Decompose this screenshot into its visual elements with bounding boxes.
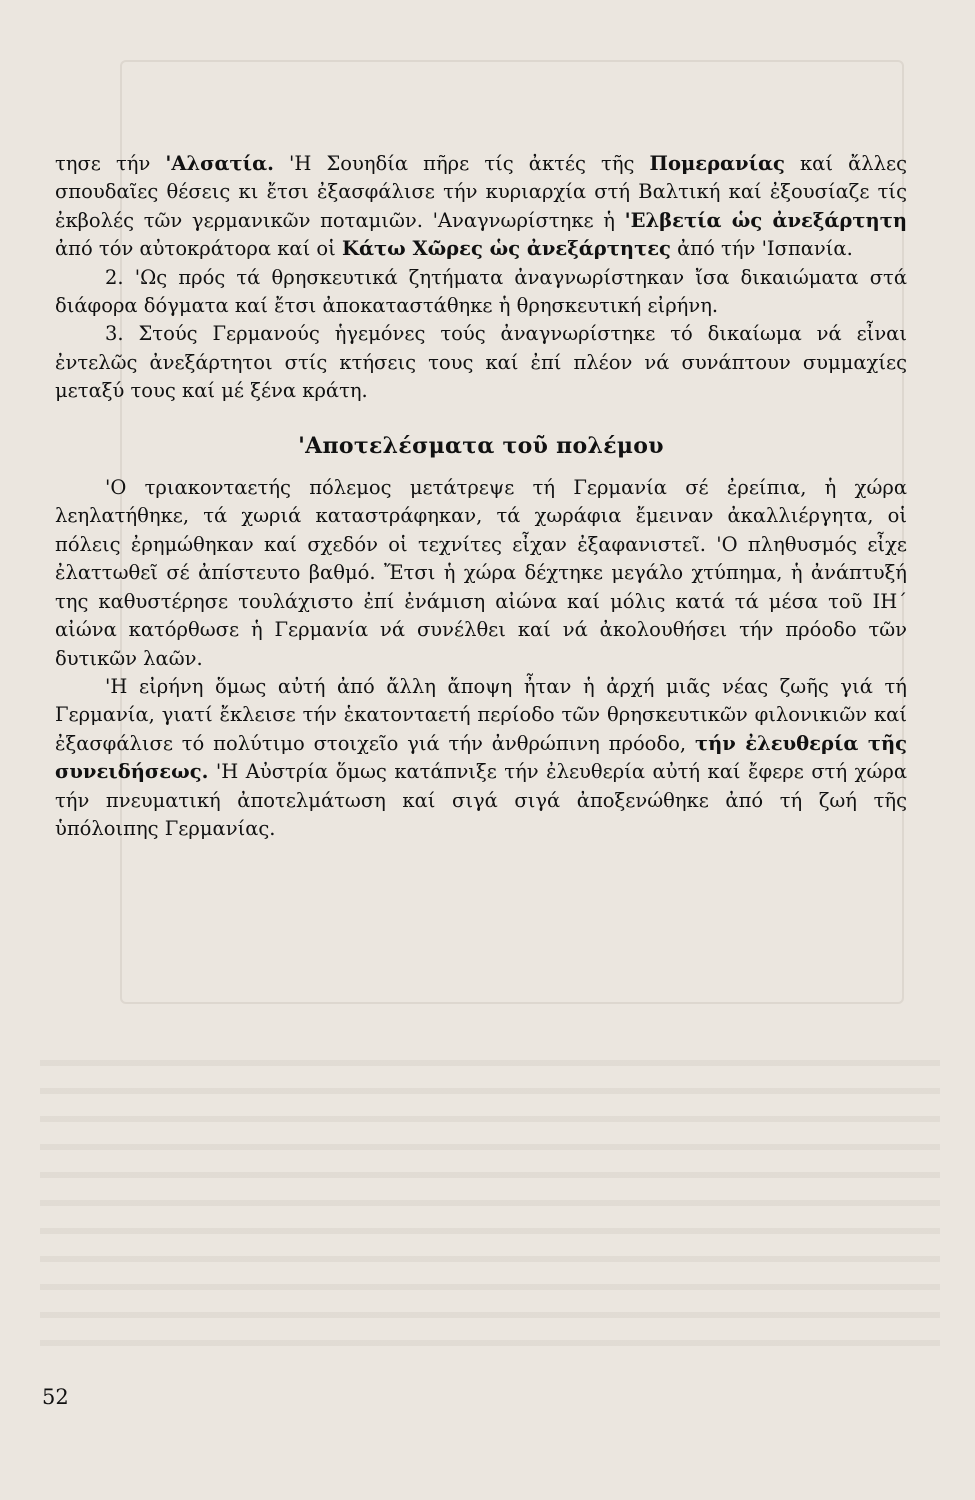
bold-term: Κάτω Χῶρες ὡς ἀνεξάρτητες (342, 237, 671, 261)
text-run: 'Η εἰρήνη ὅμως αὐτή ἀπό ἄλλη ἄποψη ἦταν ἡ ἀρχή μιᾶς νέας ζωῆς γιά τή Γερμανία, γιατί ἔκλεισε τήν ἑκατονταετή περίοδο τῶν θρησκευτικῶν φιλονικιῶν καί ἐξασφάλισε τό πολύτιμο στοιχεῖο γιά τήν ἀνθρώπινη πρόοδο, (55, 674, 907, 755)
page-number: 52 (42, 1385, 69, 1409)
text-run: ἀπό τόν αὐτοκράτορα καί οἱ (55, 237, 343, 261)
paragraph-freedom (55, 673, 907, 843)
section-heading: 'Αποτελέσματα τοῦ πολέμου (298, 432, 664, 459)
text-run: 'Η Αὐστρία ὅμως κατάπνιξε τήν ἐλευθερία αὐτή καί ἔφερε στή χώρα τήν πνευματική ἀποτελμάτωση καί σιγά σιγά ἀποξενώθηκε ἀπό τή ζωή τῆς ὑπόλοιπης Γερμανίας. (55, 760, 907, 840)
bold-term: 'Ελβετία ὡς ἀνεξάρτητη (624, 208, 908, 232)
text-run: 'Η Σουηδία πῆρε τίς ἀκτές τῆς (273, 152, 650, 175)
text-run: 2. 'Ως πρός τά θρησκευτικά ζητήματα ἀναγνωρίστηκαν ἴσα δικαιώματα στά διάφορα δόγματα καί ἔτσι ἀποκαταστάθηκε ἡ θρησκευτική εἰρήνη. (55, 265, 907, 318)
paragraph-alsace (55, 150, 907, 264)
bold-term: Πομερανίας (649, 152, 785, 175)
text-run: τησε τήν (55, 152, 166, 175)
show-through-text (40, 1060, 940, 1360)
body-text (55, 150, 907, 843)
paragraph-consequences (55, 474, 907, 673)
text-run: 3. Στούς Γερμανούς ἡγεμόνες τούς ἀναγνωρίστηκε τό δικαίωμα νά εἶναι ἐντελῶς ἀνεξάρτητοι στίς κτήσεις τους καί ἐπί πλέον νά συνάπτουν συμμαχίες μεταξύ τους καί μέ ξένα κράτη. (55, 322, 907, 403)
bold-term: τήν ἐλευθερία τῆς συνειδήσεως. (55, 731, 907, 784)
paragraph-religion (55, 264, 907, 321)
text-run: καί ἄλλες σπουδαῖες θέσεις κι ἔτσι ἐξασφάλισε τήν κυριαρχία στή Βαλτική καί ἐξουσίαζε τίς ἐκβολές τῶν γερμανικῶν ποταμιῶν. 'Αναγνωρίστηκε ἡ (55, 152, 908, 232)
paragraph-princes (55, 320, 907, 405)
bold-term: 'Αλσατία. (165, 152, 274, 175)
text-run: ἀπό τήν 'Ισπανία. (670, 237, 853, 261)
text-run: 'Ο τριακονταετής πόλεμος μετάτρεψε τή Γερμανία σέ ἐρείπια, ἡ χώρα λεηλατήθηκε, τά χωριά καταστράφηκαν, τά χωράφια ἔμειναν ἀκαλλιέργητα, οἱ πόλεις ἐρημώθηκαν καί σχεδόν οἱ τεχνίτες εἶχαν ἐξαφανιστεῖ. 'Ο πληθυσμός εἶχε ἐλαττωθεῖ σέ ἀπίστευτο βαθμό. Ἔτσι ἡ χώρα δέχτηκε μεγάλο χτύπημα, ἡ ἀνάπτυξή της καθυστέρησε τουλάχιστο ἐπί ἐνάμιση αἰώνα καί μόλις κατά τά μέσα τοῦ ΙΗ΄ αἰώνα κατόρθωσε ἡ Γερμανία νά συνέλθει καί νά ἀκολουθήσει τήν πρόοδο τῶν δυτικῶν λαῶν. (55, 476, 907, 670)
